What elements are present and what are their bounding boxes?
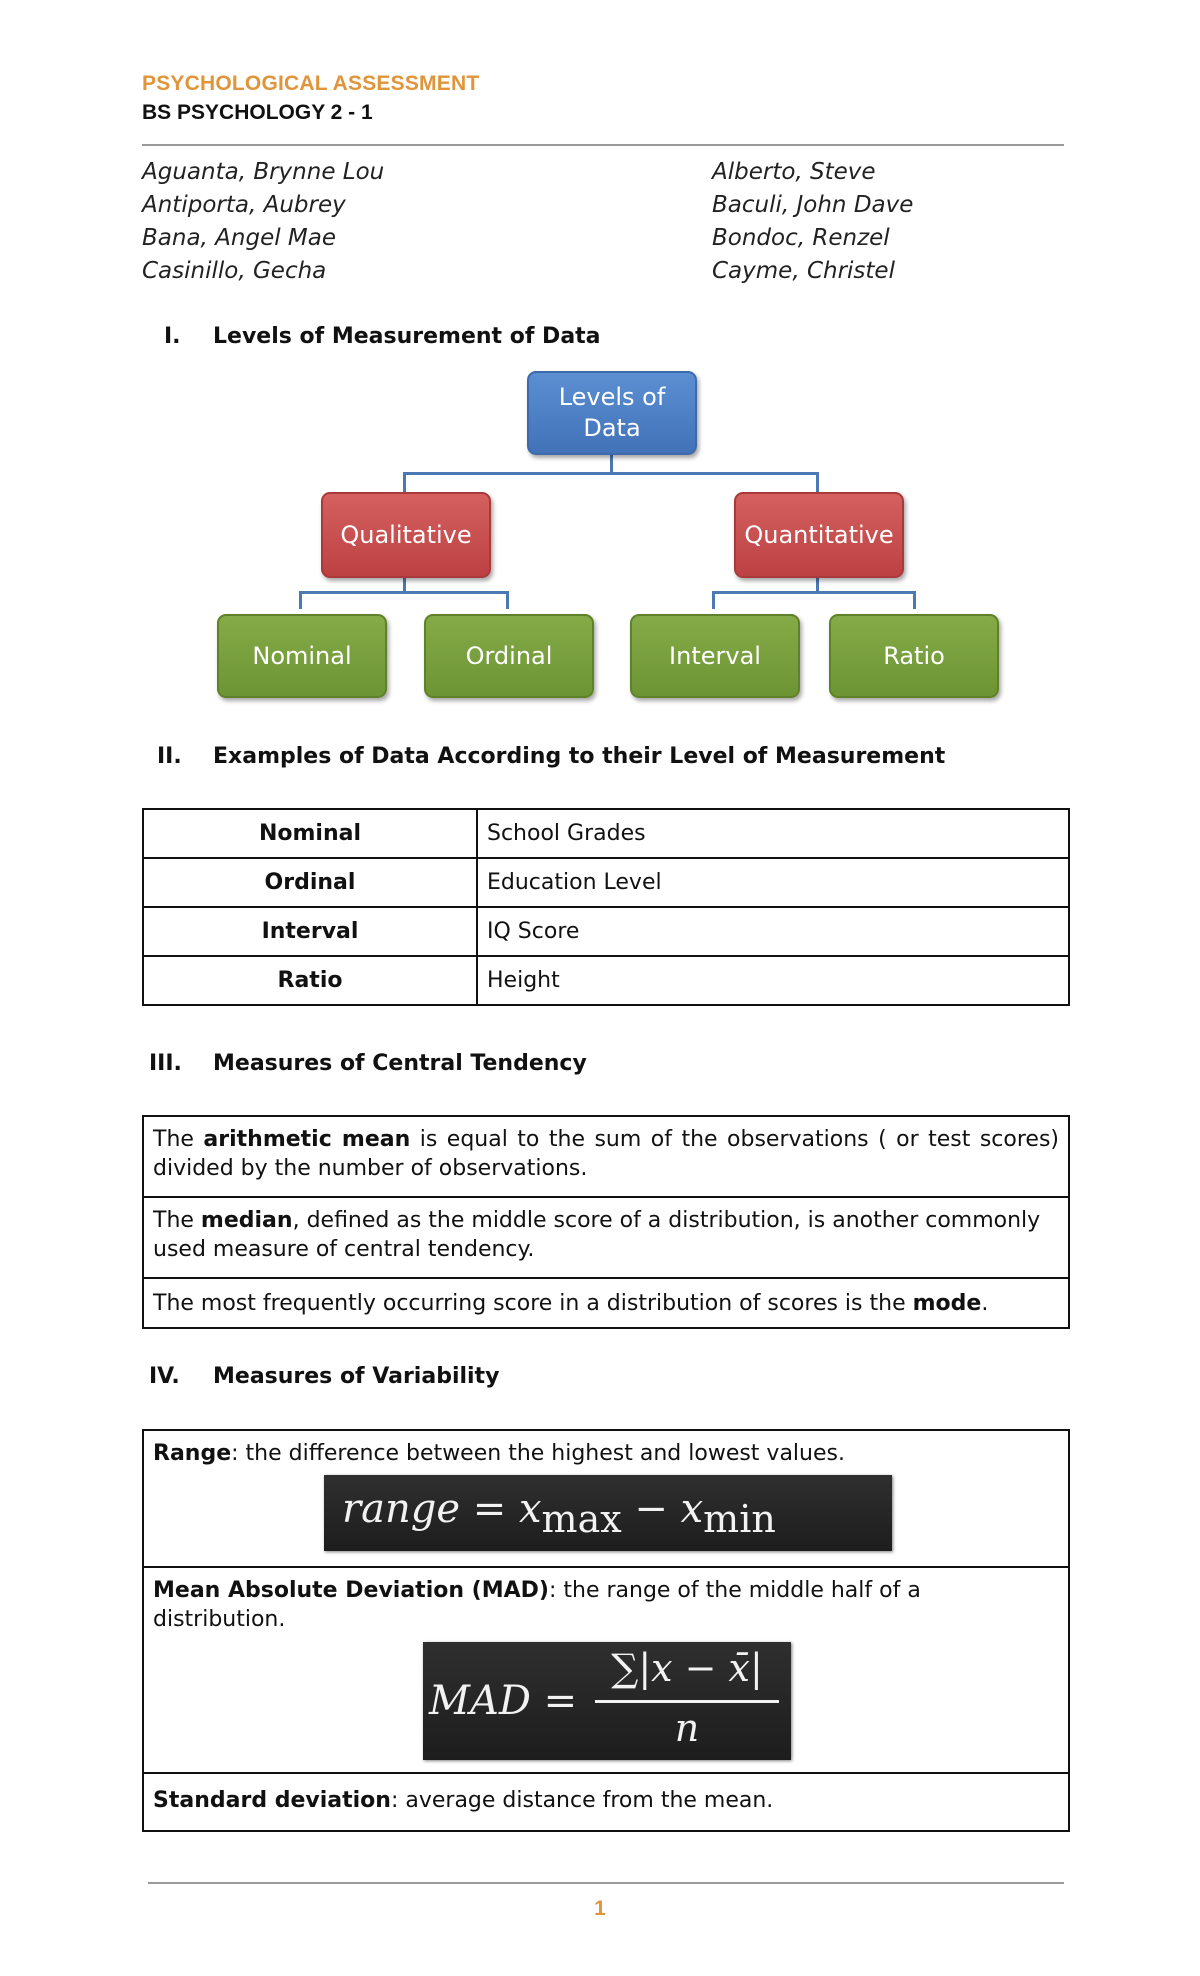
term: median <box>200 1208 293 1233</box>
student-name: Antiporta, Aubrey <box>142 192 346 218</box>
mean-row <box>144 1117 1068 1198</box>
mode-row <box>144 1279 1068 1329</box>
formula-term: x <box>680 1486 704 1532</box>
variability-table <box>142 1429 1070 1832</box>
mad-formula <box>423 1642 791 1760</box>
table-row <box>143 907 1069 956</box>
formula-operator: = <box>543 1678 578 1724</box>
term: Range <box>153 1441 232 1466</box>
range-row <box>144 1431 1068 1568</box>
connector <box>712 591 916 594</box>
section-heading-central-tendency <box>0 1051 1200 1081</box>
header-divider <box>142 144 1064 146</box>
course-title: PSYCHOLOGICAL ASSESSMENT <box>142 72 480 95</box>
student-name: Bondoc, Renzel <box>712 225 890 251</box>
section-title: Measures of Central Tendency <box>213 1051 587 1076</box>
section-number: III. <box>149 1051 182 1076</box>
section-number: II. <box>157 744 182 769</box>
node-levels-of-data <box>527 371 697 455</box>
table-row <box>143 956 1069 1005</box>
student-name: Bana, Angel Mae <box>142 225 337 251</box>
formula-term: range <box>342 1486 461 1532</box>
formula-subscript: max <box>541 1497 622 1541</box>
footer-divider <box>148 1882 1064 1884</box>
term: arithmetic mean <box>203 1127 411 1152</box>
page-number: 1 <box>594 1897 606 1920</box>
connector <box>403 472 819 475</box>
node-ordinal <box>424 614 594 698</box>
node-interval <box>630 614 800 698</box>
node-label: Interval <box>669 641 761 670</box>
section-heading-examples <box>0 744 1200 774</box>
connector <box>299 591 509 594</box>
text: , defined as the middle score of a distribution, is another commonly used measure of central tendency. <box>153 1208 1041 1262</box>
node-label: Qualitative <box>340 520 472 549</box>
node-nominal <box>217 614 387 698</box>
section-heading-levels <box>0 324 1200 354</box>
node-ratio <box>829 614 999 698</box>
student-name: Alberto, Steve <box>712 159 876 185</box>
formula-subscript: min <box>703 1497 776 1541</box>
node-label: Ordinal <box>465 641 553 670</box>
formula-numerator: ∑|x − x̄| <box>611 1646 763 1690</box>
section-title: Measures of Variability <box>213 1364 500 1389</box>
formula-operator: − <box>634 1486 668 1532</box>
level-cell: Ratio <box>143 956 477 1005</box>
level-cell: Nominal <box>143 809 477 858</box>
example-cell: School Grades <box>477 809 1069 858</box>
connector <box>913 591 916 609</box>
level-cell: Ordinal <box>143 858 477 907</box>
mad-row <box>144 1568 1068 1774</box>
connector <box>299 591 302 609</box>
section-heading-variability <box>0 1364 1200 1394</box>
connector <box>816 472 819 492</box>
node-qualitative <box>321 492 491 578</box>
section-label: BS PSYCHOLOGY 2 - 1 <box>142 101 373 124</box>
student-name: Baculi, John Dave <box>712 192 914 218</box>
example-cell: Education Level <box>477 858 1069 907</box>
node-label: Nominal <box>252 641 352 670</box>
text: . <box>981 1291 989 1316</box>
central-tendency-table <box>142 1115 1070 1329</box>
example-cell: Height <box>477 956 1069 1005</box>
table-row <box>143 858 1069 907</box>
fraction-bar <box>595 1700 779 1703</box>
section-title: Examples of Data According to their Level of Measurement <box>213 744 946 769</box>
text: : the range of the middle half of a distribution. <box>153 1578 921 1632</box>
range-formula <box>324 1475 892 1551</box>
text: The <box>153 1208 201 1233</box>
term: mode <box>912 1291 982 1316</box>
text: The most frequently occurring score in a distribution of scores is the <box>153 1291 913 1316</box>
node-label: Ratio <box>883 641 945 670</box>
term: Mean Absolute Deviation (MAD) <box>153 1578 549 1603</box>
node-label: Levels of Data <box>558 383 666 442</box>
table-row <box>143 809 1069 858</box>
section-number: I. <box>164 324 181 349</box>
text: is equal to the sum of the observations ( or test scores) divided by the number of observations. <box>153 1127 1059 1181</box>
formula-denominator: n <box>674 1706 700 1750</box>
sd-row <box>144 1774 1068 1832</box>
connector <box>506 591 509 609</box>
median-row <box>144 1198 1068 1279</box>
text: The <box>153 1127 204 1152</box>
node-quantitative <box>734 492 904 578</box>
student-name: Aguanta, Brynne Lou <box>142 159 385 185</box>
formula-term: x <box>518 1486 542 1532</box>
example-cell: IQ Score <box>477 907 1069 956</box>
names-right-column <box>712 156 913 288</box>
names-left-column <box>142 156 384 288</box>
level-cell: Interval <box>143 907 477 956</box>
student-name: Cayme, Christel <box>712 258 895 284</box>
formula-term: MAD <box>429 1678 531 1724</box>
examples-table <box>142 808 1070 1006</box>
student-name: Casinillo, Gecha <box>142 258 327 284</box>
section-number: IV. <box>149 1364 180 1389</box>
text: : the difference between the highest and lowest values. <box>231 1441 845 1466</box>
text: : average distance from the mean. <box>390 1788 774 1813</box>
node-label: Quantitative <box>744 520 894 549</box>
connector <box>712 591 715 609</box>
formula-operator: = <box>472 1486 507 1532</box>
section-title: Levels of Measurement of Data <box>213 324 601 349</box>
connector <box>403 472 406 492</box>
term: Standard deviation <box>153 1788 391 1813</box>
